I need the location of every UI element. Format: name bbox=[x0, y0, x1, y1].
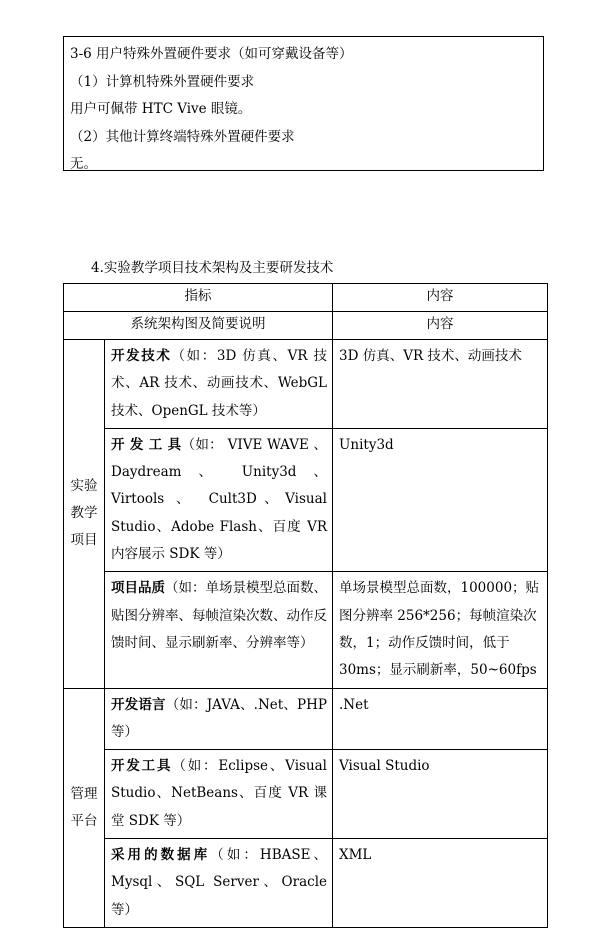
other-terminal-text: 无。 bbox=[70, 156, 97, 172]
table-row bbox=[64, 572, 548, 688]
header-row-1 bbox=[64, 284, 548, 312]
hardware-requirements-box bbox=[63, 36, 544, 171]
row-indicator: 开 发 工 具（如： VIVE WAVE 、 Daydream 、 Unity3d 、 Virtools 、 Cult3D、Visual Studio、Adobe Flash、百度 VR 内容展示 SDK 等） bbox=[105, 428, 333, 571]
row-value: Unity3d bbox=[333, 428, 548, 571]
row-indicator: 项目品质（如：单场景模型总面数、贴图分辨率、每帧渲染次数、动作反馈时间、显示刷新率、分辨率等） bbox=[105, 572, 333, 688]
row-value: .Net bbox=[333, 688, 548, 750]
row-indicator: 开发语言（如：JAVA、.Net、PHP 等） bbox=[105, 688, 333, 750]
tech-architecture-table bbox=[63, 283, 548, 928]
row-indicator: 开发工具（如：Eclipse、Visual Studio、NetBeans、百度 VR 课堂 SDK 等） bbox=[105, 750, 333, 839]
group-label-management: 管理 平台 bbox=[64, 688, 105, 927]
hardware-heading: 3-6 用户特殊外置硬件要求（如可穿戴设备等） bbox=[70, 46, 353, 62]
table-row bbox=[64, 750, 548, 839]
row-value: 单场景模型总面数，100000；贴图分辨率 256*256；每帧渲染次数，1；动作反馈时间，低于 30ms；显示刷新率，50~60fps bbox=[333, 572, 548, 688]
other-terminal-subheading: （2）其他计算终端特殊外置硬件要求 bbox=[70, 128, 295, 145]
section-title: 4.实验教学项目技术架构及主要研发技术 bbox=[91, 260, 334, 276]
row-indicator: 采用的数据库（如：HBASE、Mysql、SQL Server、Oracle 等） bbox=[105, 839, 333, 928]
header-content-2: 内容 bbox=[333, 312, 548, 340]
table-row bbox=[64, 839, 548, 928]
header-indicator: 指标 bbox=[64, 284, 333, 312]
header-row-2 bbox=[64, 312, 548, 340]
row-value: Visual Studio bbox=[333, 750, 548, 839]
header-content: 内容 bbox=[333, 284, 548, 312]
table-row bbox=[64, 688, 548, 750]
header-architecture: 系统架构图及简要说明 bbox=[64, 312, 333, 340]
computer-hardware-text: 用户可佩带 HTC Vive 眼镜。 bbox=[70, 101, 252, 117]
row-value: 3D 仿真、VR 技术、动画技术 bbox=[333, 340, 548, 429]
row-indicator: 开发技术（如：3D 仿真、VR 技术、AR 技术、动画技术、WebGL 技术、OpenGL 技术等） bbox=[105, 340, 333, 429]
table-row bbox=[64, 428, 548, 571]
group-label-experiment: 实验 教学 项目 bbox=[64, 340, 105, 689]
row-value: XML bbox=[333, 839, 548, 928]
computer-hardware-subheading: （1）计算机特殊外置硬件要求 bbox=[70, 73, 255, 90]
table-row bbox=[64, 340, 548, 429]
